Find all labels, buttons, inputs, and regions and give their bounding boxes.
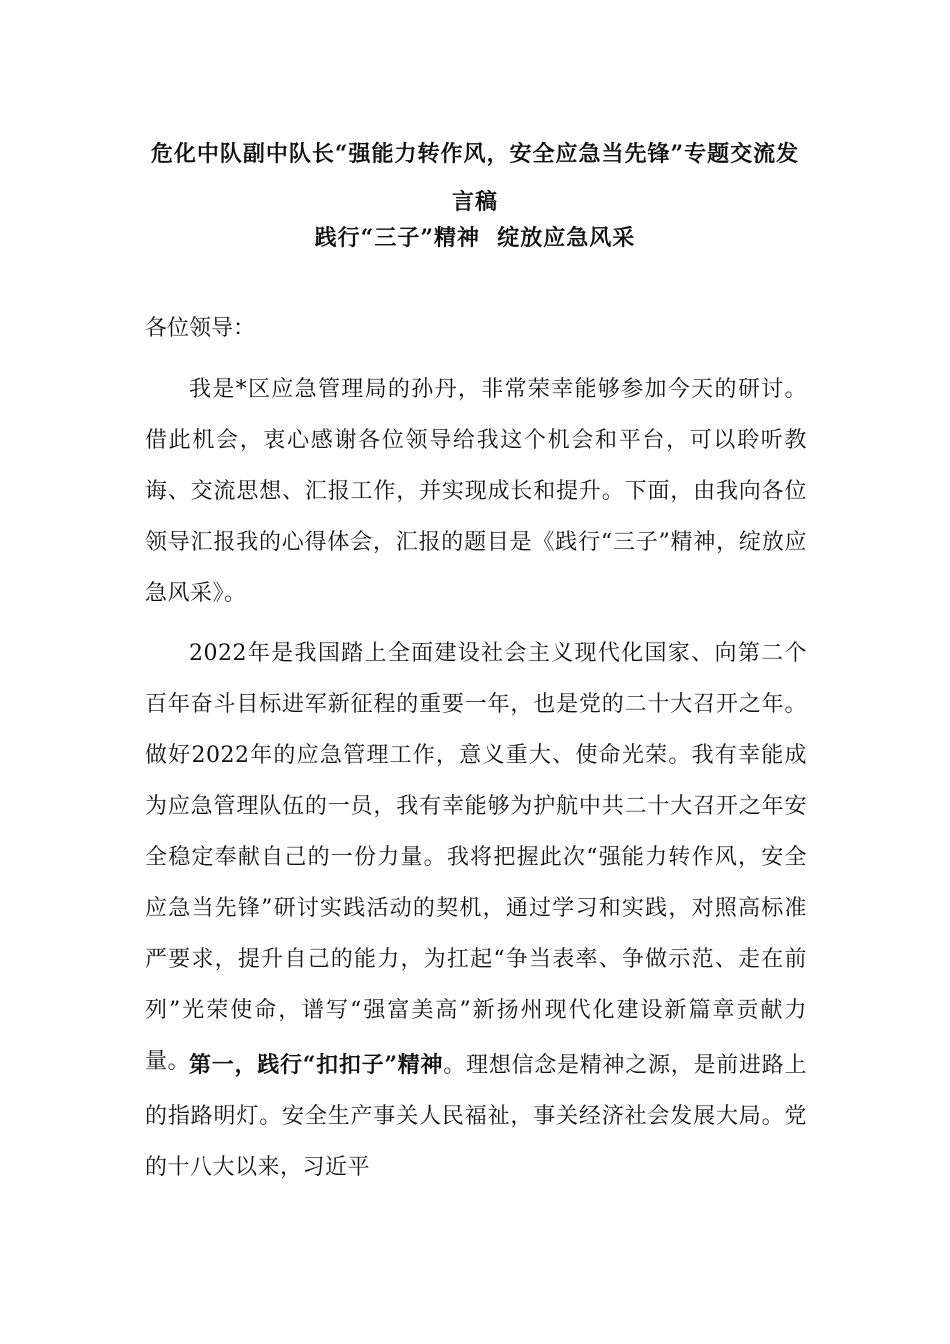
document-subtitle: 践行“三子”精神 绽放应急风采 [314, 225, 636, 251]
first-point-heading: 第一，践行“扣扣子”精神 [189, 1052, 444, 1078]
first-point-body: 。理想信念是精神之源，是前进路上的指路明灯。安全生产事关人民福祉，事关经济社会发展大局。党的十八大以来，习近平 [145, 1053, 807, 1180]
paragraph-background: 2022年是我国踏上全面建设社会主义现代化国家、向第二个百年奋斗目标进军新征程的重要一年，也是党的二十大召开之年。做好2022年的应急管理工作，意义重大、使命光荣。我有幸能成为应急管理队伍的一员，我有幸能够为护航中共二十大召开之年安全稳定奉献自己的一份力量。我将把握此次“强能力转作风，安全应急当先锋”研讨实践活动的契机，通过学习和实践，对照高标准严要求，提升自己的能力，为扛起“争当表率、争做示范、走在前列”光荣使命，谱写“强富美高”新扬州现代化建设新篇章贡献力量。 [145, 641, 807, 1074]
paragraph-first-point [145, 1040, 807, 1193]
salutation: 各位领导： [145, 316, 256, 341]
document-title-line-1: 危化中队副中队长“强能力转作风，安全应急当先锋”专题交流发 [150, 141, 800, 167]
document-title-line-2: 言稿 [451, 189, 498, 215]
paragraph-introduction: 我是*区应急管理局的孙丹，非常荣幸能够参加今天的研讨。借此机会，衷心感谢各位领导给我这个机会和平台，可以聆听教诲、交流思想、汇报工作，并实现成长和提升。下面，由我向各位领导汇报我的心得体会，汇报的题目是《践行“三子”精神，绽放应急风采》。 [145, 377, 807, 606]
